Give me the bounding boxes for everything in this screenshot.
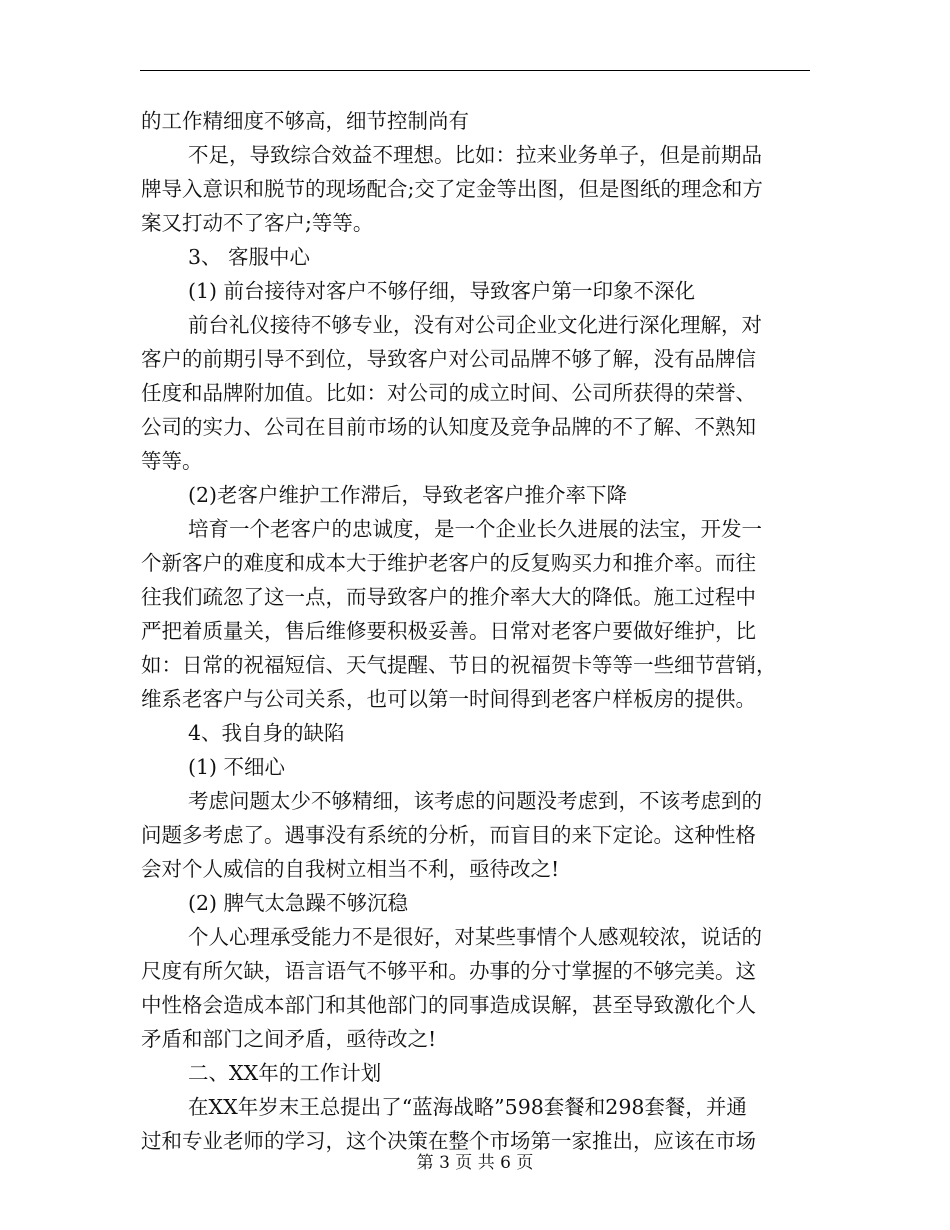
text-line: 问题多考虑了。遇事没有系统的分析，而盲目的来下定论。这种性格 xyxy=(141,823,756,847)
text-line: 在XX年岁末王总提出了“蓝海战略”598套餐和298套餐，并通 xyxy=(188,1095,747,1119)
text-line: (2) 脾气太急躁不够沉稳 xyxy=(188,891,409,915)
text-line: 4、我自身的缺陷 xyxy=(188,721,345,745)
text-line: 个人心理承受能力不是很好，对某些事情个人感观较浓，说话的 xyxy=(188,925,762,949)
text-line: 等等。 xyxy=(141,449,203,473)
text-line: 严把着质量关，售后维修要积极妥善。日常对老客户要做好维护，比 xyxy=(141,619,756,643)
text-line: 的工作精细度不够高，细节控制尚有 xyxy=(141,109,469,133)
text-line: 3、 客服中心 xyxy=(188,245,311,269)
header-rule xyxy=(140,70,810,71)
text-line: 个新客户的难度和成本大于维护老客户的反复购买力和推介率。而往 xyxy=(141,551,756,575)
text-line: 往我们疏忽了这一点，而导致客户的推介率大大的降低。施工过程中 xyxy=(141,585,756,609)
text-line: 维系老客户与公司关系，也可以第一时间得到老客户样板房的提供。 xyxy=(141,687,756,711)
text-line: 中性格会造成本部门和其他部门的同事造成误解，甚至导致激化个人 xyxy=(141,993,756,1017)
text-line: 如：日常的祝福短信、天气提醒、节日的祝福贺卡等等一些细节营销， xyxy=(141,653,777,677)
text-line: 考虑问题太少不够精细，该考虑的问题没考虑到，不该考虑到的 xyxy=(188,789,762,813)
text-line: 过和专业老师的学习，这个决策在整个市场第一家推出，应该在市场 xyxy=(141,1129,756,1153)
text-line: 尺度有所欠缺，语言语气不够平和。办事的分寸掌握的不够完美。这 xyxy=(141,959,756,983)
text-line: 二、XX年的工作计划 xyxy=(188,1061,382,1085)
text-line: 矛盾和部门之间矛盾，亟待改之! xyxy=(141,1027,437,1051)
text-line: (1) 前台接待对客户不够仔细，导致客户第一印象不深化 xyxy=(188,279,696,303)
text-line: 案又打动不了客户;等等。 xyxy=(141,211,374,235)
body-text xyxy=(141,104,809,1158)
text-line: 任度和品牌附加值。比如：对公司的成立时间、公司所获得的荣誉、 xyxy=(141,381,756,405)
text-line: 客户的前期引导不到位，导致客户对公司品牌不够了解，没有品牌信 xyxy=(141,347,756,371)
text-line: 不足，导致综合效益不理想。比如：拉来业务单子，但是前期品 xyxy=(188,143,762,167)
page-footer: 第 3 页 共 6 页 xyxy=(416,1153,534,1173)
text-line: 公司的实力、公司在目前市场的认知度及竞争品牌的不了解、不熟知 xyxy=(141,415,756,439)
text-line: 培育一个老客户的忠诚度，是一个企业长久进展的法宝，开发一 xyxy=(188,517,762,541)
text-line: (2)老客户维护工作滞后，导致老客户推介率下降 xyxy=(188,483,628,507)
text-line: 会对个人威信的自我树立相当不利，亟待改之! xyxy=(141,857,560,881)
text-line: 牌导入意识和脱节的现场配合;交了定金等出图，但是图纸的理念和方 xyxy=(141,177,763,201)
text-line: 前台礼仪接待不够专业，没有对公司企业文化进行深化理解，对 xyxy=(188,313,762,337)
text-line: (1) 不细心 xyxy=(188,755,286,779)
